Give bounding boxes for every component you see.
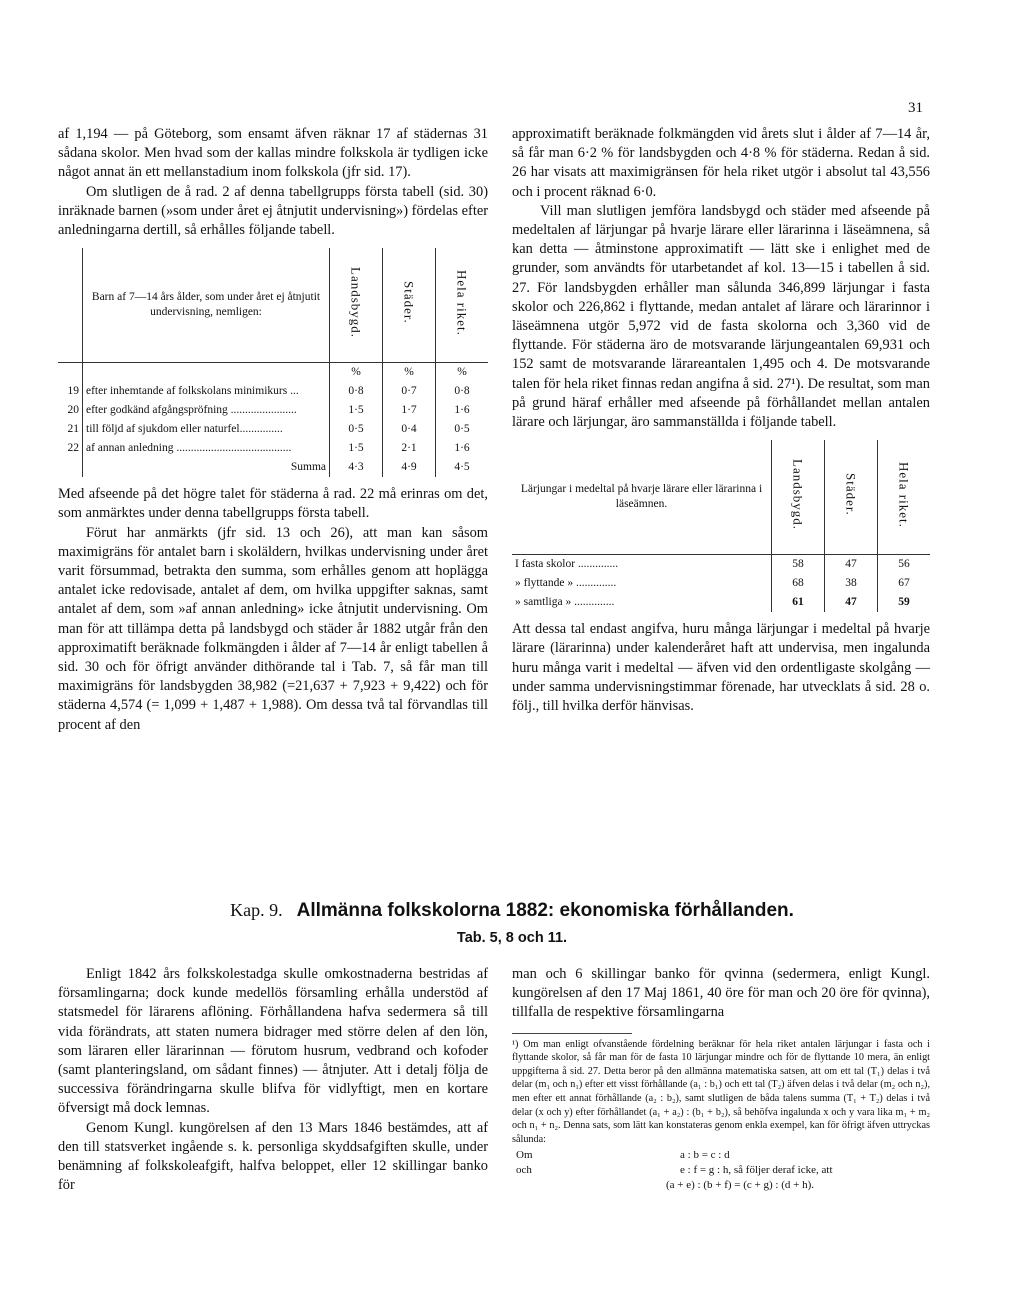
sum-value: 4·9 bbox=[383, 458, 436, 477]
table-head-description: Barn af 7—14 års ålder, som under året ej åtnjutit undervisning, nemligen: bbox=[83, 248, 330, 363]
row-number: 22 bbox=[58, 439, 83, 458]
chapter-title: Allmänna folkskolorna 1882: ekonomiska förhållanden. bbox=[296, 900, 794, 921]
table-row bbox=[58, 401, 488, 420]
paragraph: Genom Kungl. kungörelsen af den 13 Mars 1846 bestämdes, att af den till statsverket ingående s. k. personliga skyddsafgiften skulle, under benämning af folkskoleafgift, halfva beloppet, eller 12 skillingar banko för bbox=[58, 1119, 488, 1194]
cell-value: 47 bbox=[825, 593, 878, 612]
table-row bbox=[58, 420, 488, 439]
page-number: 31 bbox=[908, 100, 923, 116]
unit-label: % bbox=[436, 363, 489, 383]
paragraph: man och 6 skillingar banko för qvinna (sedermera, enligt Kungl. kungörelsen af den 17 Maj 1861, 40 öre för man och 20 öre för qvinna), tillfalla de respektive församlingarna bbox=[512, 966, 930, 1021]
pupils-per-teacher-table bbox=[512, 440, 930, 612]
formula: (a + e) : (b + f) = (c + g) : (d + h). bbox=[666, 1179, 814, 1192]
footnote-rule bbox=[512, 1033, 632, 1034]
cell-value: 0·5 bbox=[330, 420, 383, 439]
footnote: ¹) Om man enligt ofvanstående fördelning beräknar för hela riket antalen lärjungar i fasta och i flyttande skolor, så får man för de fasta 10 lärjungar mindre och för de flyttande 10 mera, än enligt uppgifterna å sid. 27. Detta beror på den allmänna matematiska satsen, att om ett tal (T₁) delas i två delar (m₁ och n₁) efter ett visst förhållande (a₁ : b₁) och ett tal (T₂) äfven delas i två delar (m₂ och n₂), men efter ett annat förhållande (a₂ : b₂), samt slutligen de båda talens summa (T₁ + T₂) delas i två delar (x och y) efter förhållandet (a₁ + a₂) : (b₁ + b₂), så behöfva ingalunda x och y vara lika m₁ + m₂ och n₁ + n₂. Denna sats, som lätt kan konstateras genom enkla exempel, kan för öfrigt äfven uttryckas sålunda: bbox=[512, 1038, 930, 1145]
unit-label: % bbox=[383, 363, 436, 383]
row-number: 20 bbox=[58, 401, 83, 420]
cell-value: 58 bbox=[772, 555, 825, 575]
sum-row bbox=[58, 458, 488, 477]
cell-value: 1·6 bbox=[436, 439, 489, 458]
table-row bbox=[58, 382, 488, 401]
cell-value: 1·5 bbox=[330, 439, 383, 458]
absence-table bbox=[58, 248, 488, 477]
table-header-row bbox=[512, 440, 930, 555]
right-column bbox=[512, 125, 930, 716]
table-row bbox=[58, 439, 488, 458]
cell-value: 1·6 bbox=[436, 401, 489, 420]
paragraph: Vill man slutligen jemföra landsbygd och städer med afseende på medeltalen af lärjungar på hvarje lärare eller lärarinna i läseämnena, så kan detta — åtminstone approximatift — lätt ske i enlighet med de grunder, som användts för utarbetandet af kol. 13—15 i tabellen å sid. 27. För landsbygden erhåller man sålunda 346,899 lärjungar i fasta skolor och 226,862 i flyttande, medan antalet af lärare och lärarinnor i läseämnena utgör 5,972 vid de fasta skolorna och 3,360 vid de flyttande. För städerna äro de motsvarande lärjungeantalen 69,931 och 152 samt de motsvarande lärareantalen 1,495 och 4. De motsvarande talen för hela riket finnas redan angifna å sid. 27¹). De resultat, som man på grund häraf erhåller med afseende på förhållandet mellan antalen lärare och lärjungar, äro sammanställda i följande tabell. bbox=[512, 202, 930, 431]
unit-row bbox=[58, 363, 488, 383]
paragraph: af 1,194 — på Göteborg, som ensamt äfven räknar 17 af städernas 31 sådana skolor. Men hvad som der kallas mindre folkskola är tydligen icke något annat än ett mellanstadium inom folkskola (jfr sid. 17). bbox=[58, 126, 488, 181]
bottom-left-column bbox=[58, 965, 488, 1195]
column-header: Landsbygd. bbox=[790, 459, 806, 531]
row-label: efter godkänd afgångspröfning ....................... bbox=[86, 404, 297, 417]
paragraph: Att dessa tal endast angifva, huru många lärjungar i medeltal på hvarje lärare (lärarinna) under kalenderåret haft att undervisa, men ingalunda huru många varit i medeltal — äfven vid den ordentligaste skolgång — under samma undervisningstimmar förenade, har utvecklats å sid. 28 o. följ., till hvilka derför hänvisas. bbox=[512, 621, 930, 715]
column-header: Hela riket. bbox=[454, 269, 470, 336]
table-row bbox=[512, 574, 930, 593]
cell-value: 0·5 bbox=[436, 420, 489, 439]
column-header: Landsbygd. bbox=[348, 267, 364, 339]
formula: a : b = c : d bbox=[680, 1149, 730, 1162]
cell-value: 1·5 bbox=[330, 401, 383, 420]
row-label: af annan anledning ........................................ bbox=[86, 442, 292, 455]
chapter-number: Kap. 9. bbox=[230, 900, 283, 920]
paragraph: Förut har anmärkts (jfr sid. 13 och 26), att man kan såsom maximigräns för antalet barn i skoläldern, hvilkas undervisning under året varit försummad, betrakta den summa, som erhålles genom att hoplägga antalet icke redovisade, antalet af dem, om hvilka uppgifter saknas, samt antalet af dem, som »af annan anledning» icke åtnjutit undervisning. Om man för att tillämpa detta på landsbygd och städer år 1882 utgår från den approximatift beräknade folkmängden i ålder af 7—14 år enligt tabellen å sid. 30 och för öfrigt använder dithörande tal i Tab. 7, så får man till maximigräns för landsbygden 38,982 (=21,637 + 7,923 + 9,422) och för städerna 4,574 (= 1,099 + 1,487 + 1,988). Om dessa två tal förvandlas till procent af den bbox=[58, 524, 488, 733]
paragraph: Med afseende på det högre talet för städerna å rad. 22 må erinras om det, som anmärktes under denna tabellgrupps första tabell. bbox=[58, 486, 488, 522]
column-header: Hela riket. bbox=[896, 461, 912, 528]
cell-value: 0·8 bbox=[436, 382, 489, 401]
row-label: efter inhemtande af folkskolans minimikurs ... bbox=[86, 385, 299, 398]
table-header-row bbox=[58, 248, 488, 363]
table-row bbox=[512, 555, 930, 575]
row-label: till följd af sjukdom eller naturfel............... bbox=[86, 423, 283, 436]
cell-value: 61 bbox=[772, 593, 825, 612]
cell-value: 67 bbox=[878, 574, 931, 593]
sum-label: Summa bbox=[290, 461, 326, 474]
table-reference: Tab. 5, 8 och 11. bbox=[456, 930, 568, 946]
table-row bbox=[512, 593, 930, 612]
sum-value: 4·5 bbox=[436, 458, 489, 477]
cell-value: 68 bbox=[772, 574, 825, 593]
column-header: Städer. bbox=[401, 281, 417, 325]
cell-value: 2·1 bbox=[383, 439, 436, 458]
cell-value: 0·4 bbox=[383, 420, 436, 439]
cell-value: 0·7 bbox=[383, 382, 436, 401]
cell-value: 0·8 bbox=[330, 382, 383, 401]
formula-block bbox=[512, 1148, 837, 1193]
formula-label: och bbox=[516, 1164, 532, 1177]
cell-value: 59 bbox=[878, 593, 931, 612]
row-label: » samtliga » .............. bbox=[515, 596, 615, 609]
cell-value: 1·7 bbox=[383, 401, 436, 420]
left-column bbox=[58, 125, 488, 735]
row-number: 19 bbox=[58, 382, 83, 401]
row-label: » flyttande » .............. bbox=[515, 577, 617, 590]
column-header: Städer. bbox=[843, 473, 859, 517]
formula-label: Om bbox=[516, 1149, 533, 1162]
paragraph: Enligt 1842 års folkskolestadga skulle omkostnaderna bestridas af församlingarna; dock kunde medellös församling erhålla understöd af statsmedel för lärarens aflöning. Förhållandena hafva sedermera så till vida förändrats, att staten numera bidrager med större delen af den lön, som läraren eller lärarinnan — förutom husrum, vedbrand och kofoder (samt planteringsland, om sådant finnes) — åtnjuter. Att i detalj följa de successiva förändringarna skulle blifva för vidlyftigt, men en kortare öfversigt må dock lemnas. bbox=[58, 966, 488, 1117]
formula: e : f = g : h, så följer deraf icke, att bbox=[680, 1164, 833, 1177]
paragraph: Om slutligen de å rad. 2 af denna tabellgrupps första tabell (sid. 30) inräknade barnen (»som under året ej åtnjutit undervisning») fördelas efter anledningarna dertill, så erhålles följande tabell. bbox=[58, 183, 488, 239]
bottom-right-column bbox=[512, 965, 930, 1193]
chapter-heading bbox=[0, 900, 1024, 922]
row-label: I fasta skolor .............. bbox=[515, 558, 619, 571]
sum-value: 4·3 bbox=[330, 458, 383, 477]
paragraph: approximatift beräknade folkmängden vid årets slut i ålder af 7—14 år, så får man 6·2 % för landsbygden och 4·8 % för städerna. Redan å sid. 26 har visats att maximigränsen för hela riket utgör i absolut tal 43,556 och i procent räknad 6·0. bbox=[512, 126, 930, 200]
cell-value: 56 bbox=[878, 555, 931, 575]
row-number: 21 bbox=[58, 420, 83, 439]
cell-value: 38 bbox=[825, 574, 878, 593]
cell-value: 47 bbox=[825, 555, 878, 575]
table-head-description: Lärjungar i medeltal på hvarje lärare eller lärarinna i läseämnen. bbox=[512, 440, 772, 555]
unit-label: % bbox=[330, 363, 383, 383]
